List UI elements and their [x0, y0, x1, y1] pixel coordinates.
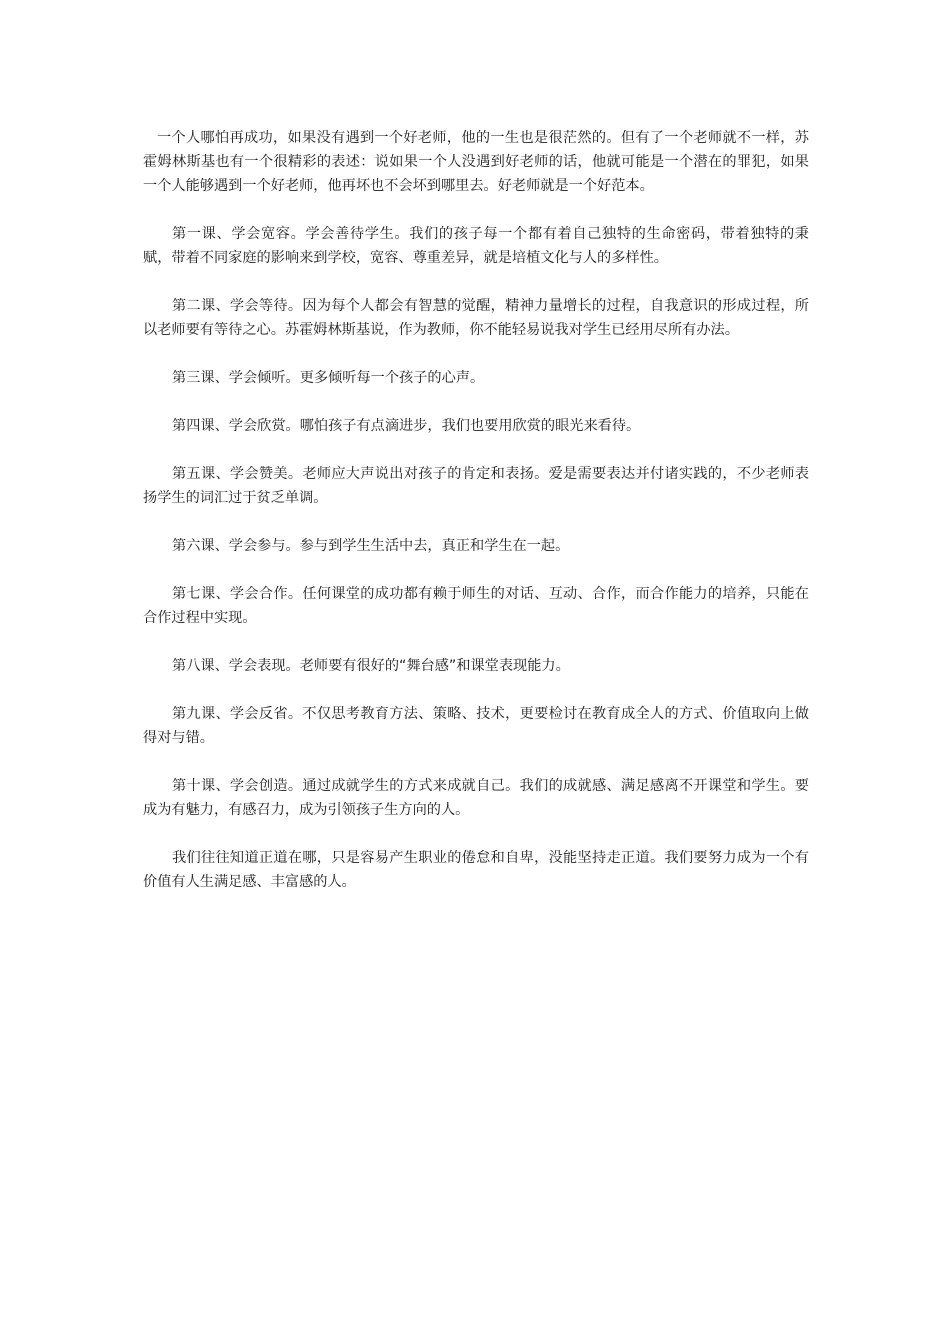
lesson-2-paragraph: 第二课、学会等待。因为每个人都会有智慧的觉醒，精神力量增长的过程，自我意识的形成过程，所以老师要有等待之心。苏霍姆林斯基说，作为教师，你不能轻易说我对学生已经用尽所有办法。 — [143, 298, 809, 338]
lesson-10-paragraph: 第十课、学会创造。通过成就学生的方式来成就自己。我们的成就感、满足感离不开课堂和学生。要成为有魅力，有感召力，成为引领孩子生方向的人。 — [143, 778, 809, 818]
closing-paragraph: 我们往往知道正道在哪，只是容易产生职业的倦怠和自卑，没能坚持走正道。我们要努力成为一个有价值有人生满足感、丰富感的人。 — [143, 850, 809, 890]
lesson-7-paragraph: 第七课、学会合作。任何课堂的成功都有赖于师生的对话、互动、合作，而合作能力的培养，只能在合作过程中实现。 — [143, 586, 809, 626]
lesson-5-paragraph: 第五课、学会赞美。老师应大声说出对孩子的肯定和表扬。爱是需要表达并付诸实践的，不少老师表扬学生的词汇过于贫乏单调。 — [143, 466, 809, 506]
lesson-3-paragraph: 第三课、学会倾听。更多倾听每一个孩子的心声。 — [172, 370, 485, 386]
document-body — [143, 126, 809, 918]
lesson-1-paragraph: 第一课、学会宽容。学会善待学生。我们的孩子每一个都有着自己独特的生命密码，带着独特的秉赋，带着不同家庭的影响来到学校，宽容、尊重差异，就是培植文化与人的多样性。 — [143, 226, 809, 266]
lesson-8-paragraph: 第八课、学会表现。老师要有很好的“舞台感”和课堂表现能力。 — [172, 658, 570, 674]
lesson-6-paragraph: 第六课、学会参与。参与到学生生活中去，真正和学生在一起。 — [172, 538, 570, 554]
lesson-9-paragraph: 第九课、学会反省。不仅思考教育方法、策略、技术，更要检讨在教育成全人的方式、价值取向上做得对与错。 — [143, 706, 809, 746]
intro-paragraph: 一个人哪怕再成功，如果没有遇到一个好老师，他的一生也是很茫然的。但有了一个老师就不一样，苏霍姆林斯基也有一个很精彩的表述：说如果一个人没遇到好老师的话，他就可能是一个潜在的罪犯，如果一个人能够遇到一个好老师，他再坏也不会坏到哪里去。好老师就是一个好范本。 — [143, 130, 809, 194]
lesson-4-paragraph: 第四课、学会欣赏。哪怕孩子有点滴进步，我们也要用欣赏的眼光来看待。 — [172, 418, 641, 434]
